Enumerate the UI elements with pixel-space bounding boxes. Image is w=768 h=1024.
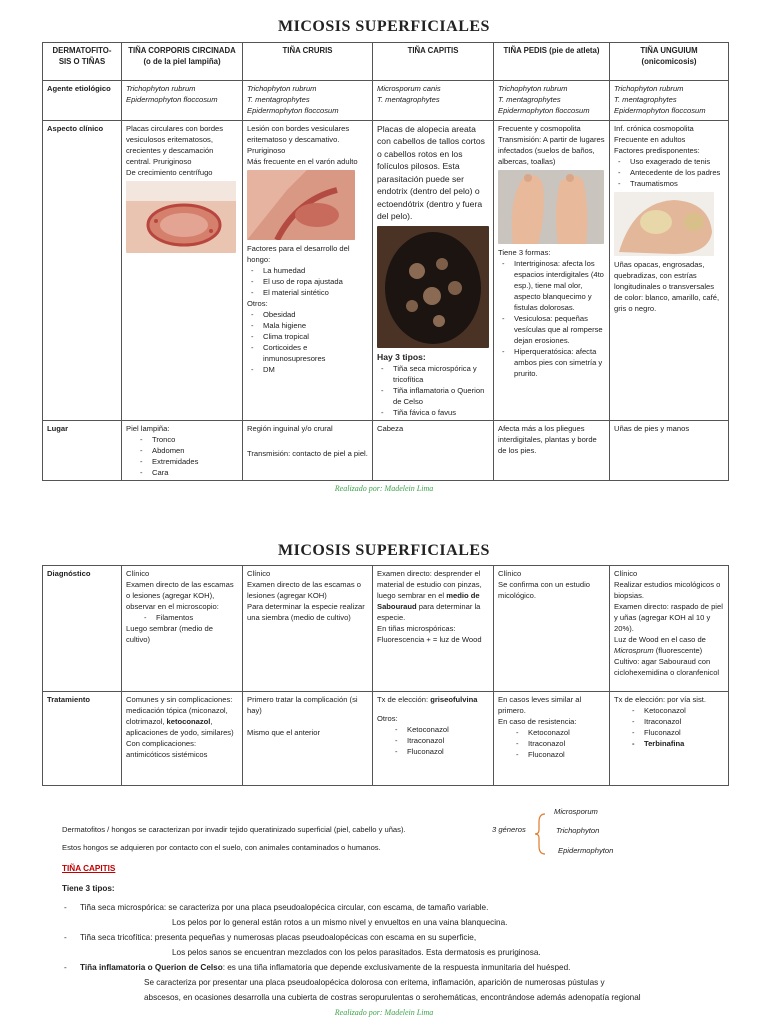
feet-photo	[498, 170, 604, 244]
tipo-text-2: Los pelos por lo general están rotos a un mismo nivel y envueltos en una vaina blanquecina.	[172, 918, 508, 927]
genero-item: Trichophyton	[556, 826, 600, 835]
list-item: - Ketoconazol	[644, 705, 724, 716]
agent: Microsporum canis	[377, 84, 441, 93]
list-item: - El material sintético	[263, 287, 368, 298]
lugar-list	[126, 434, 238, 478]
griseofulvina-term: griseofulvina	[430, 695, 478, 704]
cell-corporis-clinico	[122, 121, 243, 421]
clinical-text: Frecuente y cosmopolita Transmisión: A partir de lugares infectados (suelos de baños, albercas, toallas)	[498, 124, 605, 166]
cell-capitis-agent	[373, 81, 494, 121]
factores-list	[247, 265, 368, 298]
tipo-microsporica	[80, 902, 488, 914]
diag-list	[126, 612, 238, 623]
list-item: - Tiña fávica o favus	[393, 407, 489, 418]
otros-title: Otros:	[377, 714, 398, 723]
header-corporis: TIÑA CORPORIS CIRCINADA (o de la piel lampiña)	[122, 43, 243, 81]
list-item: - Clima tropical	[263, 331, 368, 342]
diag-text: Clínico Realizar estudios micológicos o biopsias. Examen directo: raspado de piel y uñas (agregar KOH al 10 y 20%). Luz de Wood en el caso de	[614, 569, 723, 644]
cell-cruris-clinico	[243, 121, 373, 421]
agent: Trichophyton rubrum	[498, 84, 568, 93]
diag-text-2: (fluorescente) Cultivo: agar Sabouraud con ciclohexemidina o cloranfenicol	[614, 646, 720, 677]
sabouraud-term: medio de Sabouraud	[377, 591, 480, 611]
lugar-title: Piel lampiña:	[126, 424, 170, 434]
credit-line: Realizado por: Madelein Lima	[334, 484, 434, 493]
cell-pedis-clinico	[494, 121, 610, 421]
page-title-2: MICOSIS SUPERFICIALES	[278, 542, 490, 559]
intro-text-1: Dermatofitos / hongos se caracterizan por invadir tejido queratinizado superficial (piel, cabello y uñas).	[62, 825, 406, 834]
list-item: - Tronco	[152, 434, 238, 445]
row-lugar	[43, 421, 729, 481]
tipo-text: : es una tiña inflamatoria que depende exclusivamente de la respuesta inmunitaria del huésped.	[222, 963, 571, 972]
cell-unguium-clinico	[610, 121, 729, 421]
list-item: - Fluconazol	[407, 746, 489, 757]
page-title: MICOSIS SUPERFICIALES	[278, 18, 490, 35]
row-label: Lugar	[43, 421, 122, 481]
list-item: - Abdomen	[152, 445, 238, 456]
trat-list	[498, 727, 605, 760]
diag-text: Examen directo: desprender el material de estudio con pinzas, luego sembrar en el	[377, 569, 482, 600]
cell-capitis-diag	[373, 566, 494, 692]
diag-text-2: para determinar la especie. En tiñas microspóricas: Fluorescencia + = luz de Wood	[377, 602, 482, 644]
list-item: - Cara	[152, 467, 238, 478]
list-item: - DM	[263, 364, 368, 375]
header-dermatofitosis: DERMATOFITO-SIS O TIÑAS	[43, 43, 122, 81]
clinical-text-2: Uñas opacas, engrosadas, quebradizas, con estrías longitudinales o transversales de color: blanco, amarillo, café, gris o negro.	[614, 260, 720, 313]
table-header-row	[43, 43, 729, 81]
bullet-3: -	[64, 963, 67, 972]
clinical-text: Lesión con bordes vesiculares eritematoso y descamativo. Pruriginoso Más frecuente en el varón adulto	[247, 124, 358, 166]
cell-unguium-lugar: Uñas de pies y manos	[610, 421, 729, 481]
list-item: - Corticoides e inmunosupresores	[263, 342, 368, 364]
tipo-text: presenta pequeñas y numerosas placas pseudoalopécicas con escama en su superficie,	[152, 933, 477, 942]
transmision-text: Transmisión: contacto de piel a piel.	[247, 449, 368, 459]
row-label: Aspecto clínico	[43, 121, 122, 421]
cell-capitis-trat	[373, 692, 494, 786]
list-item: - Extremidades	[152, 456, 238, 467]
tipos-title: Hay 3 tipos:	[377, 351, 426, 362]
cell-capitis-lugar: Cabeza	[373, 421, 494, 481]
cell-cruris-trat: Primero tratar la complicación (si hay) Mismo que el anterior	[243, 692, 373, 786]
row-label: Tratamiento	[43, 692, 122, 786]
header-capitis: TIÑA CAPITIS	[373, 43, 494, 81]
list-item: - Filamentos	[156, 612, 238, 623]
list-item: - Terbinafina	[644, 738, 724, 749]
agent: Epidermophyton floccosum	[126, 95, 218, 104]
formas-title: Tiene 3 formas:	[498, 248, 551, 257]
diag-text-2: Luego sembrar (medio de cultivo)	[126, 624, 213, 644]
list-item: - Itraconazol	[407, 735, 489, 746]
tipo-label: Tiña seca tricofítica:	[80, 933, 153, 942]
list-item: - Itraconazol	[644, 716, 724, 727]
trat-text: Comunes y sin complicaciones: medicación tópica (miconazol, clotrimazol,	[126, 695, 233, 726]
row-diagnostico	[43, 566, 729, 692]
genero-item: Epidermophyton	[558, 846, 614, 855]
agent: T. mentagrophytes	[377, 95, 440, 104]
otros-title: Otros:	[247, 299, 268, 308]
microsporum-term: Microsprum	[614, 646, 654, 655]
scalp-lesion-photo	[377, 226, 489, 348]
cell-pedis-lugar: Afecta más a los pliegues interdigitales, plantas y borde de los pies.	[494, 421, 610, 481]
bullet-2: -	[64, 933, 67, 942]
diag-text: Clínico Examen directo de las escamas o lesiones (agregar KOH), observar en el microscopio:	[126, 569, 234, 611]
otros-list	[247, 309, 368, 375]
list-item: - Tiña seca microspórica y tricofítica	[393, 363, 489, 385]
trat-text: Tx de elección:	[377, 695, 431, 704]
tipos-list	[377, 363, 489, 418]
factores-list	[614, 156, 724, 189]
cell-unguium-agent	[610, 81, 729, 121]
generos-label: 3 géneros	[492, 825, 526, 834]
agent: Trichophyton rubrum	[614, 84, 684, 93]
list-item: - Ketoconazol	[407, 724, 489, 735]
tipo-label: Tiña seca microspórica:	[80, 903, 167, 912]
clinical-text: Placas de alopecia areata con cabellos de tallos cortos o cabellos rotos en los folículos pilosos. Esta parasitación puede ser endotrix (dentro del pelo) o ectoendótrix (dentro y fuera del pelo).	[377, 124, 485, 222]
tipos-heading: Tiene 3 tipos:	[62, 884, 115, 893]
trat-text: En casos leves similar al primero. En caso de resistencia:	[498, 695, 582, 726]
credit-line-2: Realizado por: Madelein Lima	[334, 1008, 434, 1017]
tipo-label: Tiña inflamatoria o Querion de Celso	[80, 963, 223, 972]
list-item: - Antecedente de los padres	[630, 167, 724, 178]
list-item: - El uso de ropa ajustada	[263, 276, 368, 287]
micosis-table-2	[42, 565, 729, 786]
tipo-text: se caracteriza por una placa pseudoalopécica circular, con escama, de tamaño variable.	[166, 903, 489, 912]
row-label: Agente etiológico	[43, 81, 122, 121]
cell-cruris-diag: Clínico Examen directo de las escamas o lesiones (agregar KOH) Para determinar la especie realizar una siembra (medio de cultivo)	[243, 566, 373, 692]
list-item: - Intertriginosa: afecta los espacios interdigitales (4to esp.), tiene mal olor, aspecto blanquecimo y fistulas dolorosas.	[514, 258, 605, 313]
genero-item: Microsporum	[554, 807, 598, 816]
list-item: - La humedad	[263, 265, 368, 276]
list-item: - Obesidad	[263, 309, 368, 320]
list-item: - Traumatismos	[630, 178, 724, 189]
agent: T. mentagrophytes	[498, 95, 561, 104]
cell-corporis-diag	[122, 566, 243, 692]
row-agente-etiologico	[43, 81, 729, 121]
cell-cruris-lugar	[243, 421, 373, 481]
list-item: - Fluconazol	[528, 749, 605, 760]
agent: T. mentagrophytes	[247, 95, 310, 104]
formas-list	[498, 258, 605, 379]
list-item: - Ketoconazol	[528, 727, 605, 738]
micosis-table-1	[42, 42, 729, 481]
agent: Epidermophyton floccosum	[614, 106, 706, 115]
header-cruris: TIÑA CRURIS	[243, 43, 373, 81]
skin-lesion-photo	[126, 181, 236, 253]
tipo-tricofitica	[80, 932, 476, 944]
cell-corporis-lugar	[122, 421, 243, 481]
cell-corporis-agent	[122, 81, 243, 121]
lugar-text: Región inguinal y/o crural	[247, 424, 333, 434]
row-label: Diagnóstico	[43, 566, 122, 692]
clinical-text: Inf. crónica cosmopolita Frecuente en adultos Factores predisponentes:	[614, 124, 700, 155]
cell-unguium-diag	[610, 566, 729, 692]
list-item: - Itraconazol	[528, 738, 605, 749]
agent: T. mentagrophytes	[614, 95, 677, 104]
intro-text-2: Estos hongos se adquieren por contacto con el suelo, con animales contaminados o humanos.	[62, 843, 381, 852]
factores-title: Factores para el desarrollo del hongo:	[247, 244, 350, 264]
agent: Epidermophyton floccosum	[498, 106, 590, 115]
row-aspecto-clinico	[43, 121, 729, 421]
ketoconazol-term: ketoconazol	[166, 717, 211, 726]
agent: Epidermophyton floccosum	[247, 106, 339, 115]
cell-corporis-trat	[122, 692, 243, 786]
agent: Trichophyton rubrum	[126, 84, 196, 93]
trat-text-2: , aplicaciones de yodo, similares) Con complicaciones: antimicóticos sistémicos	[126, 717, 234, 759]
header-pedis: TIÑA PEDIS (pie de atleta)	[494, 43, 610, 81]
clinical-text: Placas circulares con bordes vesiculosos eritematosos, crecientes y descamación central. Pruriginoso De crecimiento centrífugo	[126, 124, 224, 177]
list-item: - Mala higiene	[263, 320, 368, 331]
list-item: - Hiperqueratósica: afecta ambos pies con simetría y prurito.	[514, 346, 605, 379]
row-tratamiento	[43, 692, 729, 786]
header-unguium: TIÑA UNGUIUM (onicomicosis)	[610, 43, 729, 81]
tipo-text-2: Los pelos sanos se encuentran mezclados con los pelos parasitados. Esta dermatosis es pruriginosa.	[172, 948, 541, 957]
cell-pedis-agent	[494, 81, 610, 121]
list-item: - Tiña inflamatoria o Querion de Celso	[393, 385, 489, 407]
section-heading: TIÑA CAPITIS	[62, 864, 116, 873]
trat-list	[614, 705, 724, 749]
trat-list	[377, 724, 489, 757]
list-item: - Vesiculosa: pequeñas vesículas que al romperse dejan erosiones.	[514, 313, 605, 346]
bullet-1: -	[64, 903, 67, 912]
groin-lesion-photo	[247, 170, 355, 240]
nail-photo	[614, 192, 714, 256]
list-item: - Uso exagerado de tenis	[630, 156, 724, 167]
cell-unguium-trat	[610, 692, 729, 786]
cell-pedis-trat	[494, 692, 610, 786]
cell-cruris-agent	[243, 81, 373, 121]
cell-pedis-diag: Clínico Se confirma con un estudio micológico.	[494, 566, 610, 692]
agent: Trichophyton rubrum	[247, 84, 317, 93]
brace-icon	[533, 812, 547, 856]
tipo-text-2: Se caracteriza por presentar una placa pseudoalopécica dolorosa con eritema, inflamación, aparición de numerosas pústulas y	[144, 978, 605, 987]
trat-text: Tx de elección: por vía sist.	[614, 695, 707, 704]
list-item: - Fluconazol	[644, 727, 724, 738]
tipo-text-3: abscesos, en ocasiones desarrolla una cubierta de costras seropurulentas o serohemáticas, encontrándose además adenopatía regional	[144, 993, 641, 1002]
tipo-querion	[80, 962, 570, 974]
cell-capitis-clinico	[373, 121, 494, 421]
